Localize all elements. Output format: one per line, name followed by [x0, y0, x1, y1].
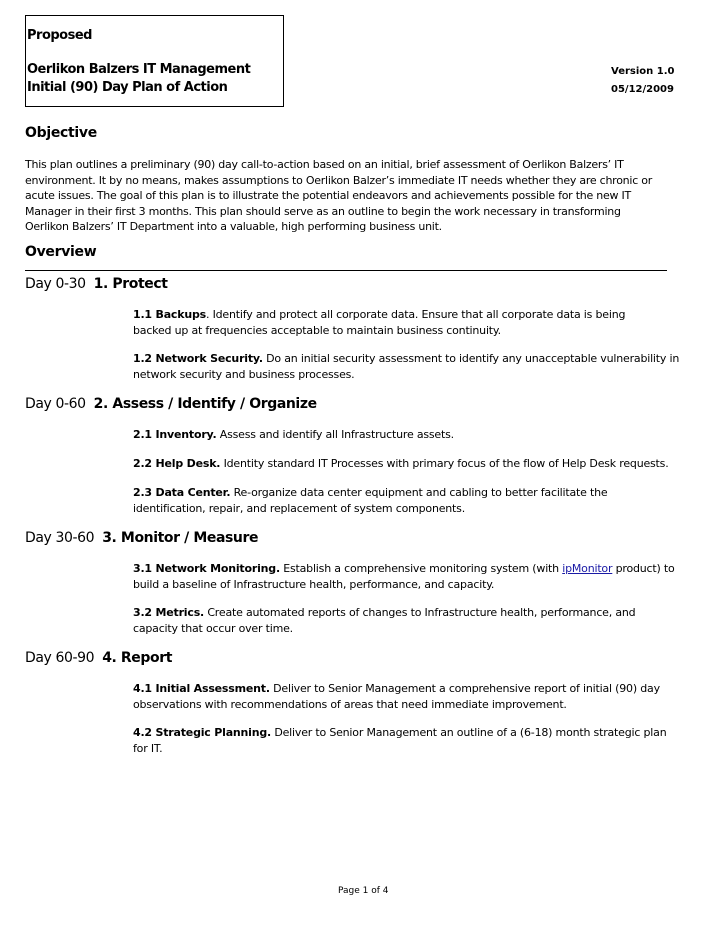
objective-line: Manager in their first 3 months. This plan should serve as an outline to begin the work necessary in transforming: [25, 204, 621, 218]
document-title-line2: Initial (90) Day Plan of Action: [27, 80, 228, 95]
phase-heading: [25, 396, 317, 412]
item-heading: 4.1 Initial Assessment.: [133, 682, 270, 695]
item-heading: 3.1 Network Monitoring.: [133, 562, 280, 575]
item-text: capacity that occur over time.: [133, 622, 293, 635]
item-text: observations with recommendations of areas that need immediate improvement.: [133, 698, 567, 711]
item-text: Create automated reports of changes to Infrastructure health, performance, and: [204, 606, 636, 619]
item-text: Assess and identify all Infrastructure assets.: [216, 428, 454, 441]
date-label: 05/12/2009: [611, 84, 674, 95]
objective-line: environment. It by no means, makes assumptions to Oerlikon Balzer’s immediate IT needs whether they are chronic or: [25, 173, 653, 187]
phase-heading: [25, 530, 258, 546]
phase-heading: [25, 650, 172, 666]
item-text: build a baseline of Infrastructure health, performance, and capacity.: [133, 578, 495, 591]
phase-days: Day 60-90: [25, 650, 95, 666]
document-title-line1: Oerlikon Balzers IT Management: [27, 62, 251, 77]
item-text: Re-organize data center equipment and cabling to better facilitate the: [230, 486, 608, 499]
overview-heading: Overview: [25, 244, 97, 260]
plan-item: [133, 681, 703, 713]
item-heading: 2.2 Help Desk.: [133, 457, 221, 470]
item-heading: 3.2 Metrics.: [133, 606, 205, 619]
item-text: network security and business processes.: [133, 368, 355, 381]
plan-item: [133, 427, 703, 443]
plan-item: [133, 605, 703, 637]
phase-title: 1. Protect: [93, 276, 168, 292]
plan-item: [133, 351, 703, 383]
version-label: Version 1.0: [611, 66, 675, 77]
item-text: Identity standard IT Processes with primary focus of the flow of Help Desk requests.: [220, 457, 669, 470]
plan-item: [133, 561, 703, 593]
item-heading: 2.1 Inventory.: [133, 428, 217, 441]
item-heading: 1.1 Backups: [133, 308, 207, 321]
ipmonitor-link[interactable]: ipMonitor: [562, 562, 613, 575]
objective-line: acute issues. The goal of this plan is to illustrate the potential endeavors and achievements possible for the new IT: [25, 189, 631, 203]
item-heading: 2.3 Data Center.: [133, 486, 231, 499]
item-text: for IT.: [133, 742, 163, 755]
item-heading: 4.2 Strategic Planning.: [133, 726, 272, 739]
item-text: Deliver to Senior Management an outline of a (6-18) month strategic plan: [271, 726, 667, 739]
item-text: Do an initial security assessment to identify any unacceptable vulnerability in: [262, 352, 680, 365]
plan-item: [133, 725, 703, 757]
objective-paragraph: [25, 157, 705, 235]
item-text: Establish a comprehensive monitoring system (with: [279, 562, 563, 575]
status-label: Proposed: [27, 28, 92, 43]
phase-days: Day 30-60: [25, 530, 95, 546]
item-text: identification, repair, and replacement of system components.: [133, 502, 465, 515]
plan-item: [133, 456, 703, 472]
objective-line: This plan outlines a preliminary (90) day call-to-action based on an initial, brief assessment of Oerlikon Balzers’ IT: [25, 158, 624, 171]
phase-title: 3. Monitor / Measure: [102, 530, 259, 546]
item-text: backed up at frequencies acceptable to maintain business continuity.: [133, 324, 501, 337]
plan-item: [133, 485, 703, 517]
phase-days: Day 0-30: [25, 276, 86, 292]
phase-title: 2. Assess / Identify / Organize: [93, 396, 317, 412]
item-text: Deliver to Senior Management a comprehensive report of initial (90) day: [269, 682, 660, 695]
phase-days: Day 0-60: [25, 396, 86, 412]
plan-item: [133, 307, 703, 339]
objective-heading: Objective: [25, 125, 97, 141]
item-text: product) to: [612, 562, 675, 575]
overview-divider: [25, 270, 667, 271]
page-number: Page 1 of 4: [338, 886, 389, 896]
item-text: . Identify and protect all corporate data. Ensure that all corporate data is being: [206, 308, 626, 321]
phase-heading: [25, 276, 168, 292]
objective-line: Oerlikon Balzers’ IT Department into a valuable, high performing business unit.: [25, 220, 442, 234]
item-heading: 1.2 Network Security.: [133, 352, 263, 365]
phase-title: 4. Report: [102, 650, 173, 666]
